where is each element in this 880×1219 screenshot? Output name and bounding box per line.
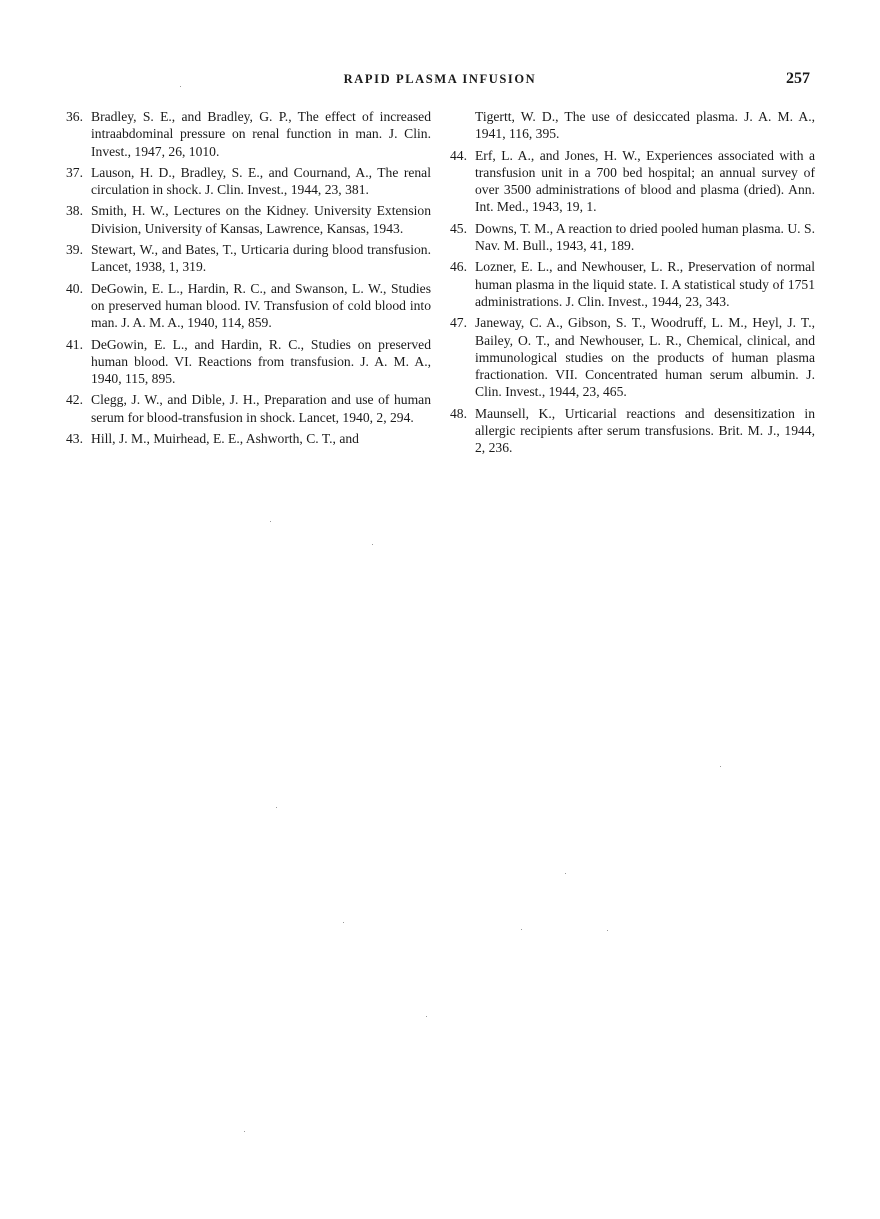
scan-speck <box>521 929 522 930</box>
reference-number: 37. <box>66 164 83 180</box>
reference-42 <box>66 391 431 426</box>
reference-43 <box>66 430 431 447</box>
reference-text: Lauson, H. D., Bradley, S. E., and Cournand, A., The renal circulation in shock. J. Clin. Invest., 1944, 23, 381. <box>91 164 431 198</box>
reference-43-continuation: Tigertt, W. D., The use of desiccated plasma. J. A. M. A., 1941, 116, 395. <box>475 109 815 142</box>
reference-47 <box>450 314 815 400</box>
reference-text: Hill, J. M., Muirhead, E. E., Ashworth, C. T., and <box>91 431 359 447</box>
reference-45 <box>450 220 815 255</box>
reference-text: Smith, H. W., Lectures on the Kidney. University Extension Division, University of Kansas, Lawrence, Kansas, 1943. <box>91 203 431 236</box>
scan-speck <box>426 1016 427 1017</box>
reference-number: 40. <box>66 280 83 296</box>
reference-36 <box>66 108 431 160</box>
scan-speck <box>270 521 271 522</box>
reference-41 <box>66 336 431 388</box>
scan-speck <box>372 544 373 545</box>
reference-number: 36. <box>66 109 83 124</box>
reference-number: 39. <box>66 242 83 258</box>
reference-number: 43. <box>66 431 83 447</box>
scan-speck <box>180 86 181 87</box>
reference-text: Bradley, S. E., and Bradley, G. P., The effect of increased intraabdominal pressure on renal function in man. J. Clin. Invest., 1947, 26, 1010. <box>91 109 431 159</box>
reference-text: Downs, T. M., A reaction to dried pooled human plasma. U. S. Nav. M. Bull., 1943, 41, 189. <box>475 220 815 254</box>
reference-number: 45. <box>450 220 467 236</box>
reference-text: Lozner, E. L., and Newhouser, L. R., Preservation of normal human plasma in the liquid state. I. A statistical study of 1751 administrations. J. Clin. Invest., 1944, 23, 343. <box>475 259 815 309</box>
references-right-column <box>450 108 815 461</box>
reference-text: Janeway, C. A., Gibson, S. T., Woodruff, L. M., Heyl, J. T., Bailey, O. T., and Newhouser, L. R., Chemical, clinical, and immunological studies on the products of human plasma fractionation. VII. Concentrated human serum albumin. J. Clin. Invest., 1944, 23, 465. <box>475 315 815 400</box>
scan-speck <box>244 1131 245 1132</box>
reference-text: Clegg, J. W., and Dible, J. H., Preparation and use of human serum for blood-transfusion in shock. Lancet, 1940, 2, 294. <box>91 392 431 425</box>
running-title: RAPID PLASMA INFUSION <box>343 72 537 86</box>
reference-46 <box>450 258 815 310</box>
reference-number: 48. <box>450 405 467 421</box>
page-number: 257 <box>786 70 810 87</box>
reference-39 <box>66 241 431 276</box>
reference-number: 41. <box>66 336 83 352</box>
reference-text: DeGowin, E. L., and Hardin, R. C., Studies on preserved human blood. VI. Reactions from transfusion. J. A. M. A., 1940, 115, 895. <box>91 336 431 387</box>
scan-speck <box>343 922 344 923</box>
reference-text: Erf, L. A., and Jones, H. W., Experiences associated with a transfusion unit in a 700 bed hospital; an annual survey of over 3500 administrations of blood and plasma (dried). Ann. Int. Med., 1943, 19, 1. <box>475 147 815 215</box>
reference-48 <box>450 405 815 457</box>
reference-38 <box>66 202 431 237</box>
reference-40 <box>66 280 431 332</box>
scan-speck <box>565 873 566 874</box>
reference-text: Stewart, W., and Bates, T., Urticaria during blood transfusion. Lancet, 1938, 1, 319. <box>91 242 431 275</box>
reference-text: DeGowin, E. L., Hardin, R. C., and Swanson, L. W., Studies on preserved human blood. IV. Transfusion of cold blood into man. J. A. M. A., 1940, 114, 859. <box>91 280 431 331</box>
scan-speck <box>276 807 277 808</box>
reference-37 <box>66 164 431 199</box>
reference-44 <box>450 147 815 216</box>
reference-number: 44. <box>450 147 467 163</box>
reference-text: Maunsell, K., Urticarial reactions and desensitization in allergic recipients after serum transfusions. Brit. M. J., 1944, 2, 236. <box>475 405 815 456</box>
reference-number: 42. <box>66 392 83 408</box>
scan-speck <box>607 930 608 931</box>
reference-number: 38. <box>66 203 83 219</box>
references-left-column <box>66 108 431 451</box>
reference-number: 47. <box>450 315 467 331</box>
scan-speck <box>720 766 721 767</box>
reference-number: 46. <box>450 259 467 275</box>
